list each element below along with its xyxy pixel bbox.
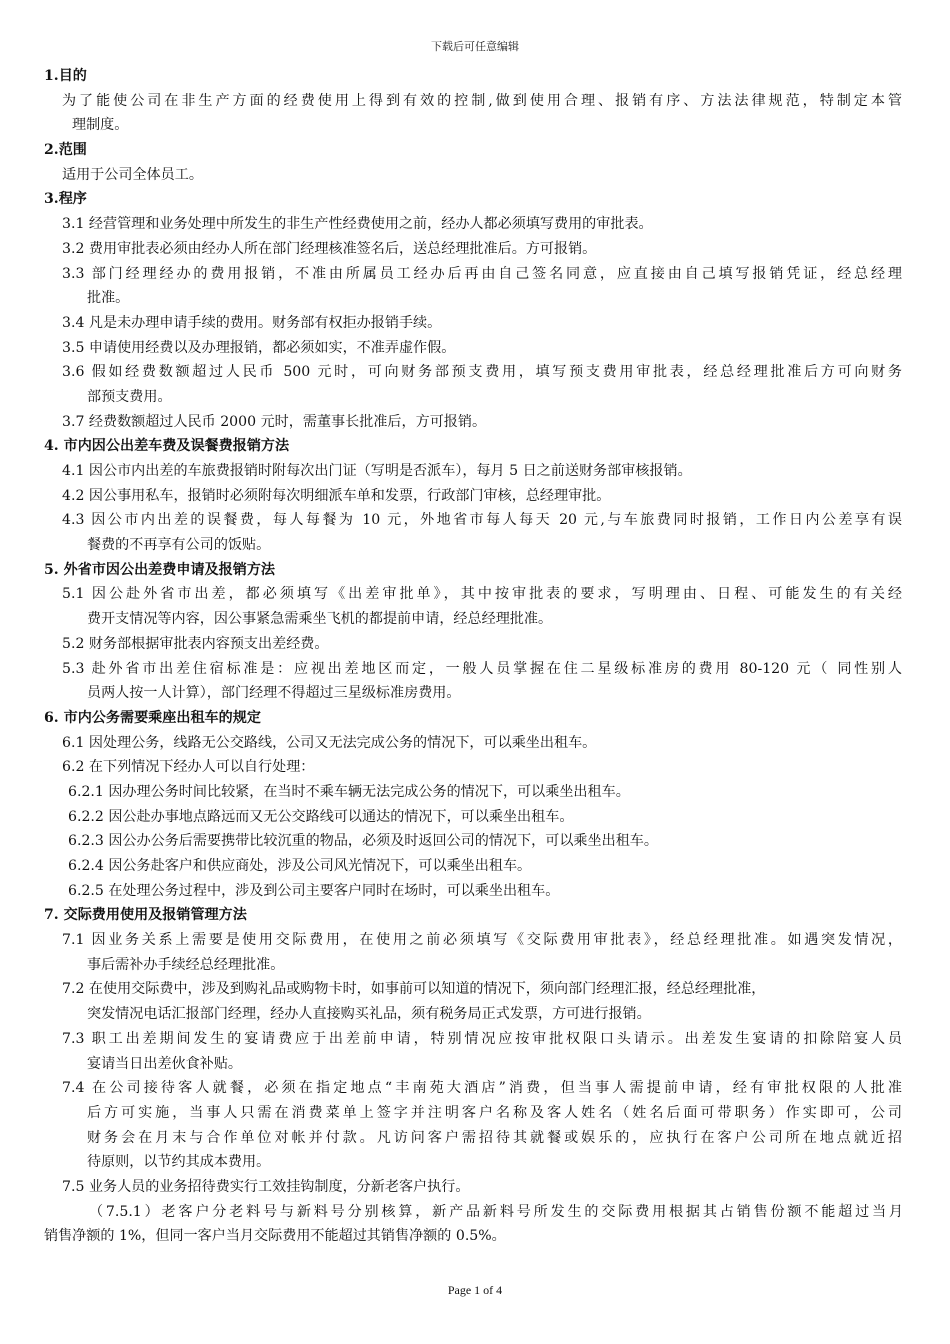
paragraph-line: 6.1 因处理公务，线路无公交路线，公司又无法完成公务的情况下，可以乘坐出租车。: [62, 734, 597, 751]
paragraph-line: 销售净额的 1%，但同一客户当月交际费用不能超过其销售净额的 0.5%。: [44, 1228, 506, 1245]
paragraph-line: 适用于公司全体员工。: [62, 166, 203, 183]
paragraph-line: 6.2.1 因办理公务时间比较紧，在当时不乘车辆无法完成公务的情况下，可以乘坐出租车。: [68, 783, 630, 800]
paragraph-line: 4.1 因公市内出差的车旅费报销时附每次出门证（写明是否派车），每月 5 日之前送财务部审核报销。: [62, 463, 692, 479]
paragraph-line: 7.3 职工出差期间发生的宴请费应于出差前申请，特别情况应按审批权限口头请示。出差发生宴请的扣除陪宴人员: [62, 1030, 902, 1047]
page-header: 下载后可任意编辑: [431, 40, 519, 53]
paragraph-line: 5.2 财务部根据审批表内容预支出差经费。: [62, 635, 329, 652]
paragraph-line: 3.3 部门经理经办的费用报销，不准由所属员工经办后再由自己签名同意，应直接由自己填写报销凭证，经总经理: [62, 265, 902, 282]
paragraph-line: （7.5.1）老客户分老料号与新料号分别核算，新产品新料号所发生的交际费用根据其占销售份额不能超过当月: [89, 1203, 903, 1220]
paragraph-line: 7.2 在使用交际费中，涉及到购礼品或购物卡时，如事前可以知道的情况下，须向部门经理汇报，经总经理批准，: [62, 981, 766, 998]
paragraph-line: 6.2.2 因公赴办事地点路远而又无公交路线可以通达的情况下，可以乘坐出租车。: [68, 808, 574, 825]
section-heading: 1.目的: [44, 68, 87, 84]
document-body: [0, 64, 950, 1249]
paragraph-line: 6.2.4 因公务赴客户和供应商处，涉及公司风光情况下，可以乘坐出租车。: [68, 858, 532, 874]
paragraph-line: 3.1 经营管理和业务处理中所发生的非生产性经费使用之前，经办人都必须填写费用的审批表。: [62, 216, 653, 233]
paragraph-line: 批准。: [87, 290, 130, 307]
paragraph-line: 3.6 假如经费数额超过人民币 500 元时，可向财务部预支费用，填写预支费用审批表，经总经理批准后方可向财务: [62, 364, 902, 381]
paragraph-line: 7.5 业务人员的业务招待费实行工效挂钩制度，分新老客户执行。: [62, 1178, 470, 1195]
paragraph-line: 餐费的不再享有公司的饭贴。: [87, 537, 271, 554]
paragraph-line: 财务会在月末与合作单位对帐并付款。凡访问客户需招待其就餐或娱乐的，应执行在客户公司所在地点就近招: [87, 1129, 902, 1146]
paragraph-line: 4.3 因公市内出差的误餐费，每人每餐为 10 元，外地省市每人每天 20 元,与车旅费同时报销，工作日内公差享有误: [62, 512, 902, 529]
section-heading: 4. 市内因公出差车费及误餐费报销方法: [44, 438, 290, 455]
paragraph-line: 费开支情况等内容，因公事紧急需乘坐飞机的都提前申请，经总经理批准。: [87, 611, 553, 628]
paragraph-line: 6.2 在下列情况下经办人可以自行处理：: [62, 759, 315, 776]
section-heading: 5. 外省市因公出差费申请及报销方法: [44, 561, 276, 578]
paragraph-line: 3.7 经费数额超过人民币 2000 元时，需董事长批准后，方可报销。: [62, 413, 487, 430]
paragraph-line: 6.2.3 因公办公务后需要携带比较沉重的物品，必须及时返回公司的情况下，可以乘坐出租车。: [68, 833, 658, 850]
paragraph-line: 部预支费用。: [87, 388, 172, 405]
paragraph-line: 7.4 在公司接待客人就餐，必须在指定地点“丰南苑大酒店”消费，但当事人需提前申请，经有审批权限的人批准: [62, 1080, 902, 1097]
section-heading: 3.程序: [44, 191, 87, 208]
paragraph-line: 4.2 因公事用私车，报销时必须附每次明细派车单和发票，行政部门审核，总经理审批。: [62, 487, 611, 504]
paragraph-line: 宴请当日出差伙食补贴。: [87, 1055, 243, 1072]
paragraph-line: 3.5 申请使用经费以及办理报销，都必须如实，不准弄虚作假。: [62, 339, 456, 356]
paragraph-line: 6.2.5 在处理公务过程中，涉及到公司主要客户同时在场时，可以乘坐出租车。: [68, 882, 560, 899]
section-heading: 6. 市内公务需要乘座出租车的规定: [44, 709, 261, 726]
paragraph-line: 后方可实施，当事人只需在消费菜单上签字并注明客户名称及客人姓名（姓名后面可带职务）作实即可，公司: [87, 1104, 902, 1121]
paragraph-line: 员两人按一人计算），部门经理不得超过三星级标准房费用。: [87, 685, 461, 702]
page-footer: Page 1 of 4: [447, 1283, 503, 1297]
paragraph-line: 事后需补办手续经总经理批准。: [87, 956, 285, 973]
paragraph-line: 5.3 赴外省市出差住宿标准是：应视出差地区而定，一般人员掌握在住二星级标准房的费用 80-120 元（ 同性别人: [62, 660, 902, 677]
paragraph-line: 突发情况电话汇报部门经理，经办人直接购买礼品，须有税务局正式发票，方可进行报销。: [87, 1006, 651, 1023]
section-heading: 2.范围: [44, 142, 87, 159]
paragraph-line: 待原则，以节约其成本费用。: [87, 1154, 271, 1171]
paragraph-line: 7.1 因业务关系上需要是使用交际费用，在使用之前必须填写《交际费用审批表》，经总经理批准。如遇突发情况，: [62, 932, 902, 949]
paragraph-line: 3.4 凡是未办理申请手续的费用。财务部有权拒办报销手续。: [62, 314, 442, 331]
paragraph-line: 理制度。: [72, 117, 129, 134]
section-heading: 7. 交际费用使用及报销管理方法: [44, 907, 247, 924]
paragraph-line: 3.2 费用审批表必须由经办人所在部门经理核准签名后，送总经理批准后。方可报销。: [62, 240, 597, 257]
paragraph-line: 5.1 因公赴外省市出差，都必须填写《出差审批单》，其中按审批表的要求，写明理由、日程、可能发生的有关经: [62, 586, 902, 603]
paragraph-line: 为了能使公司在非生产方面的经费使用上得到有效的控制,做到使用合理、报销有序、方法法律规范，特制定本管: [62, 92, 902, 109]
